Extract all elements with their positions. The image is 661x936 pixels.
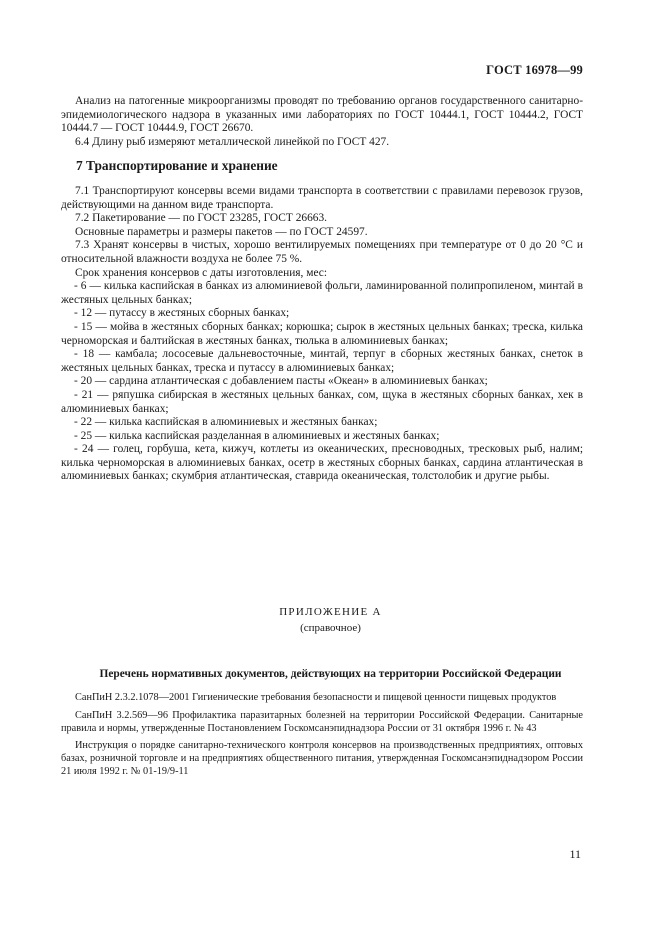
page-number: 11 (569, 847, 581, 861)
storage-item: - 15 — мойва в жестяных сборных банках; корюшка; сырок в жестяных цельных банках; треска, килька черноморская и балтийская в жестяных банках, тюлька в алюминиевых банках; (61, 320, 583, 347)
storage-item: - 12 — путассу в жестяных сборных банках; (74, 307, 290, 320)
paragraph-pathogen-analysis: Анализ на патогенные микроорганизмы проводят по требованию органов государственного санитарно-эпидемиологического надзора в указанных ими лабораториях по ГОСТ 10444.1, ГОСТ 10444.2, ГОСТ 10444.7 — ГОСТ 10444.9, ГОСТ 26670. (61, 95, 583, 135)
storage-item: - 6 — килька каспийская в банках из алюминиевой фольги, ламинированной полипропиленом, минтай в жестяных цельных банках; (61, 280, 583, 306)
section-7-body (61, 185, 583, 484)
appendix-heading: Перечень нормативных документов, действующих на территории Российской Федерации (99, 668, 562, 680)
storage-intro: Срок хранения консервов с даты изготовления, мес: (75, 266, 328, 279)
storage-item: - 18 — камбала; лососевые дальневосточные, минтай, терпуг в сборных жестяных банках, снеток в жестяных цельных банках, треска и путассу в алюминиевых банках; (61, 348, 583, 374)
storage-item: - 22 — килька каспийская в алюминиевых и жестяных банках; (74, 416, 378, 429)
paragraph-7-2: 7.2 Пакетирование — по ГОСТ 23285, ГОСТ 26663. (75, 212, 328, 225)
reference-list (61, 692, 583, 784)
appendix-subtitle: (справочное) (300, 622, 361, 634)
storage-item: - 20 — сардина атлантическая с добавлением пасты «Океан» в алюминиевых банках; (74, 375, 488, 388)
paragraph-7-3: 7.3 Хранят консервы в чистых, хорошо вентилируемых помещениях при температуре от 0 до 20 °С и относительной влажности воздуха не более 75 %. (61, 239, 583, 265)
document-code: ГОСТ 16978—99 (486, 63, 583, 77)
reference-item: СанПиН 3.2.569—96 Профилактика паразитарных болезней на территории Российской Федерации. Санитарные правила и нормы, утвержденные Постановлением Госкомсанэпиднадзора России от 31 октября 1996 г. № 43 (61, 709, 583, 734)
storage-item: - 21 — ряпушка сибирская в жестяных цельных банках, сом, щука в жестяных сборных банках, хек в алюминиевых банках; (61, 388, 583, 415)
reference-item: СанПиН 2.3.2.1078—2001 Гигиенические требования безопасности и пищевой ценности пищевых продуктов (75, 692, 557, 703)
section-7-title: 7 Транспортирование и хранение (76, 158, 278, 173)
reference-item: Инструкция о порядке санитарно-технического контроля консервов на производственных предприятиях, оптовых базах, розничной торговле и на предприятиях общественного питания, утвержденная Госкомсанэпиднадзором России 21 июля 1992 г. № 01-19/9-11 (61, 740, 583, 777)
intro-block (61, 95, 583, 149)
appendix-title: ПРИЛОЖЕНИЕ А (279, 606, 382, 618)
storage-item: - 25 — килька каспийская разделанная в алюминиевых и жестяных банках; (74, 429, 440, 442)
paragraph-6-4: 6.4 Длину рыб измеряют металлической линейкой по ГОСТ 427. (75, 135, 390, 148)
paragraph-7-1: 7.1 Транспортируют консервы всеми видами транспорта в соответствии с правилами перевозок грузов, действующими на данном виде транспорта. (61, 185, 583, 211)
paragraph-7-2-pack-sizes: Основные параметры и размеры пакетов — по ГОСТ 24597. (75, 225, 368, 238)
storage-item: - 24 — голец, горбуша, кета, кижуч, котлеты из океанических, пресноводных, тресковых рыб, налим; килька черноморская в алюминиевых банках, осетр в жестяных сборных банках, сардина атлантическая в алюминиевых банках; скумбрия атлантическая, ставрида океаническая, толстолобик и другие рыбы. (61, 443, 583, 483)
